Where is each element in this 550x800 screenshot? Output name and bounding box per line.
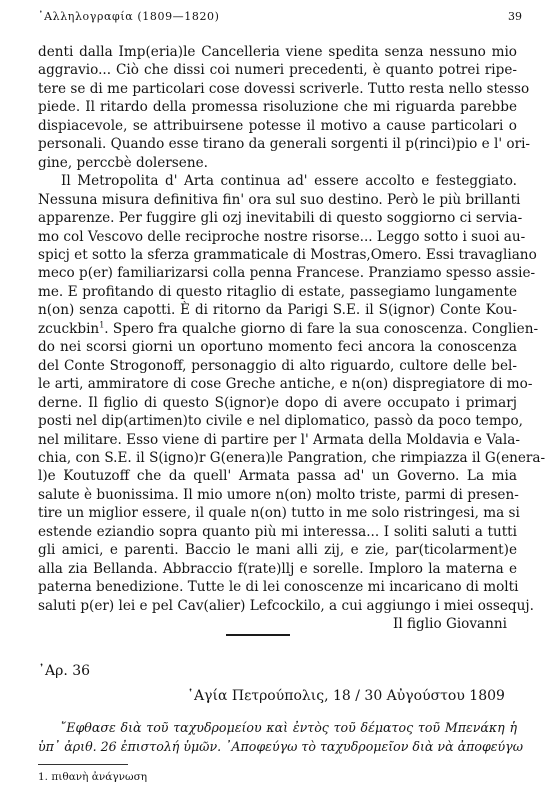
section-divider: [226, 634, 290, 636]
text-line: nel militare. Esso viene di partire per l' Armata della Moldavia e Vala-: [38, 431, 520, 448]
text-line: tire un miglior essere, il quale n(on) tutto in me solo ristringesi, ma si: [38, 505, 520, 522]
page-number: 39: [508, 10, 522, 23]
footnote-anchor-word: zcuckbin: [38, 320, 100, 337]
text-line: mo col Vescovo delle reciproche nostre risorse... Leggo sotto i suoi au-: [38, 228, 526, 245]
text-line: gli amici, e parenti. Baccio le mani alli zij, e zie, par(ticolarment)e: [38, 542, 517, 559]
signature: Il figlio Giovanni: [392, 616, 507, 633]
text-line: estende eziandio sopra quanto più mi interessa... I soliti saluti a tutti: [38, 523, 517, 540]
text-line: personali. Quando esse tirano da generali sorgenti il p(rinci)pio e l' ori-: [38, 136, 531, 153]
text-line: denti dalla Imp(eria)le Cancelleria viene spedita senza nessuno mio: [38, 44, 517, 60]
text-line: ὑπ᾿ ἀριθ. 26 ἐπιστολή ὑμῶν. ᾿Αποφεύγω τὸ ταχυδρομεῖον διὰ νὰ ἀποφεύγω: [38, 739, 523, 754]
text-line: me. E profitando di questo ritaglio di estate, passegiamo lungamente: [38, 283, 517, 300]
text-line: do nei scorsi giorni un oportuno momento feci ancora la conoscenza: [38, 339, 517, 356]
footnote-divider: [38, 764, 128, 765]
letter-number: ᾿Αρ. 36: [38, 663, 91, 679]
footnote-marker: 1: [99, 320, 105, 330]
text-line: n(on) senza capotti. È di ritorno da Parigi S.E. il S(ignor) Conte Kou-: [38, 302, 517, 319]
text-line: ῎Εφθασε διὰ τοῦ ταχυδρομείου καὶ ἐντὸς τοῦ δέματος τοῦ Μπενάκη ἡ: [60, 720, 517, 735]
text-line: salute è buonissima. Il mio umore n(on) molto triste, parmi di presen-: [38, 486, 519, 503]
text-line: dispiacevole, se attribuirsene potesse il motivo a cause particolari o: [38, 117, 517, 134]
text-line: alla zia Bellanda. Abbraccio f(rate)llj e sorelle. Imploro la materna e: [38, 560, 517, 577]
text-line: Il Metropolita d' Arta continua ad' essere accolto e festeggiato.: [61, 173, 517, 190]
text-line: chia, con S.E. il S(igno)r G(enera)le Pangration, che rimpiazza il G(enera-: [38, 449, 546, 466]
letter-body-greek: [38, 718, 523, 756]
text-line: l)e Koutuzoff che da quell' Armata passa ad' un Governo. La mia: [38, 468, 517, 485]
running-title: ᾿Αλληλογραφία (1809—1820): [38, 10, 220, 23]
text-line: tere se di me particolari cose dovessi scriverle. Tutto resta nello stesso: [38, 80, 530, 97]
text-line: del Conte Strogonoff, personaggio di alto riguardo, cultore delle bel-: [38, 357, 517, 374]
text-line: le arti, ammiratore di cose Greche antiche, e n(on) dispregiatore di mo-: [38, 376, 533, 393]
text-line: derne. Il figlio di questo S(ignor)e dopo di avere occupato i primarj: [38, 394, 517, 411]
text-line: posti nel dip(artimen)to civile e nel diplomatico, passò da poco tempo,: [38, 413, 523, 430]
text-line: [38, 320, 539, 338]
text-line: spicj et sotto la sferza grammaticale di Mostras,Omero. Essi travagliano: [38, 246, 537, 263]
letter-dateline: ῾Αγία Πετρούπολις, 18 / 30 Αὐγούστου 1809: [187, 688, 505, 704]
letter-body-italian: [38, 43, 546, 634]
text-line: meco p(er) familiarizarsi colla penna Francese. Pranziamo spesso assie-: [38, 265, 536, 282]
footnote: 1. πιθανὴ ἀνάγνωση: [38, 771, 148, 783]
text-line: aggravio... Ciò che dissi coi numeri precedenti, è quanto potrei ripe-: [38, 62, 517, 79]
text-fragment: . Spero fra qualche giorno di fare la sua conoscenza. Conglien-: [104, 320, 539, 337]
running-header: [38, 10, 522, 26]
text-line: Nessuna misura definitiva fin' ora sul suo destino. Però le più brillanti: [38, 191, 521, 208]
text-line: saluti p(er) lei e pel Cav(alier) Lefcockilo, a cui aggiungo i miei ossequj.: [38, 597, 534, 614]
text-line: paterna benedizione. Tutte le di lei conoscenze mi incaricano di molti: [38, 579, 519, 596]
text-line: apparenze. Per fuggire gli ozj inevitabili di questo soggiorno ci servia-: [38, 210, 523, 227]
text-line: gine, perccbè dolersene.: [38, 154, 208, 171]
text-line: piede. Il ritardo della promessa risoluzione che mi riguarda parebbe: [38, 99, 517, 116]
